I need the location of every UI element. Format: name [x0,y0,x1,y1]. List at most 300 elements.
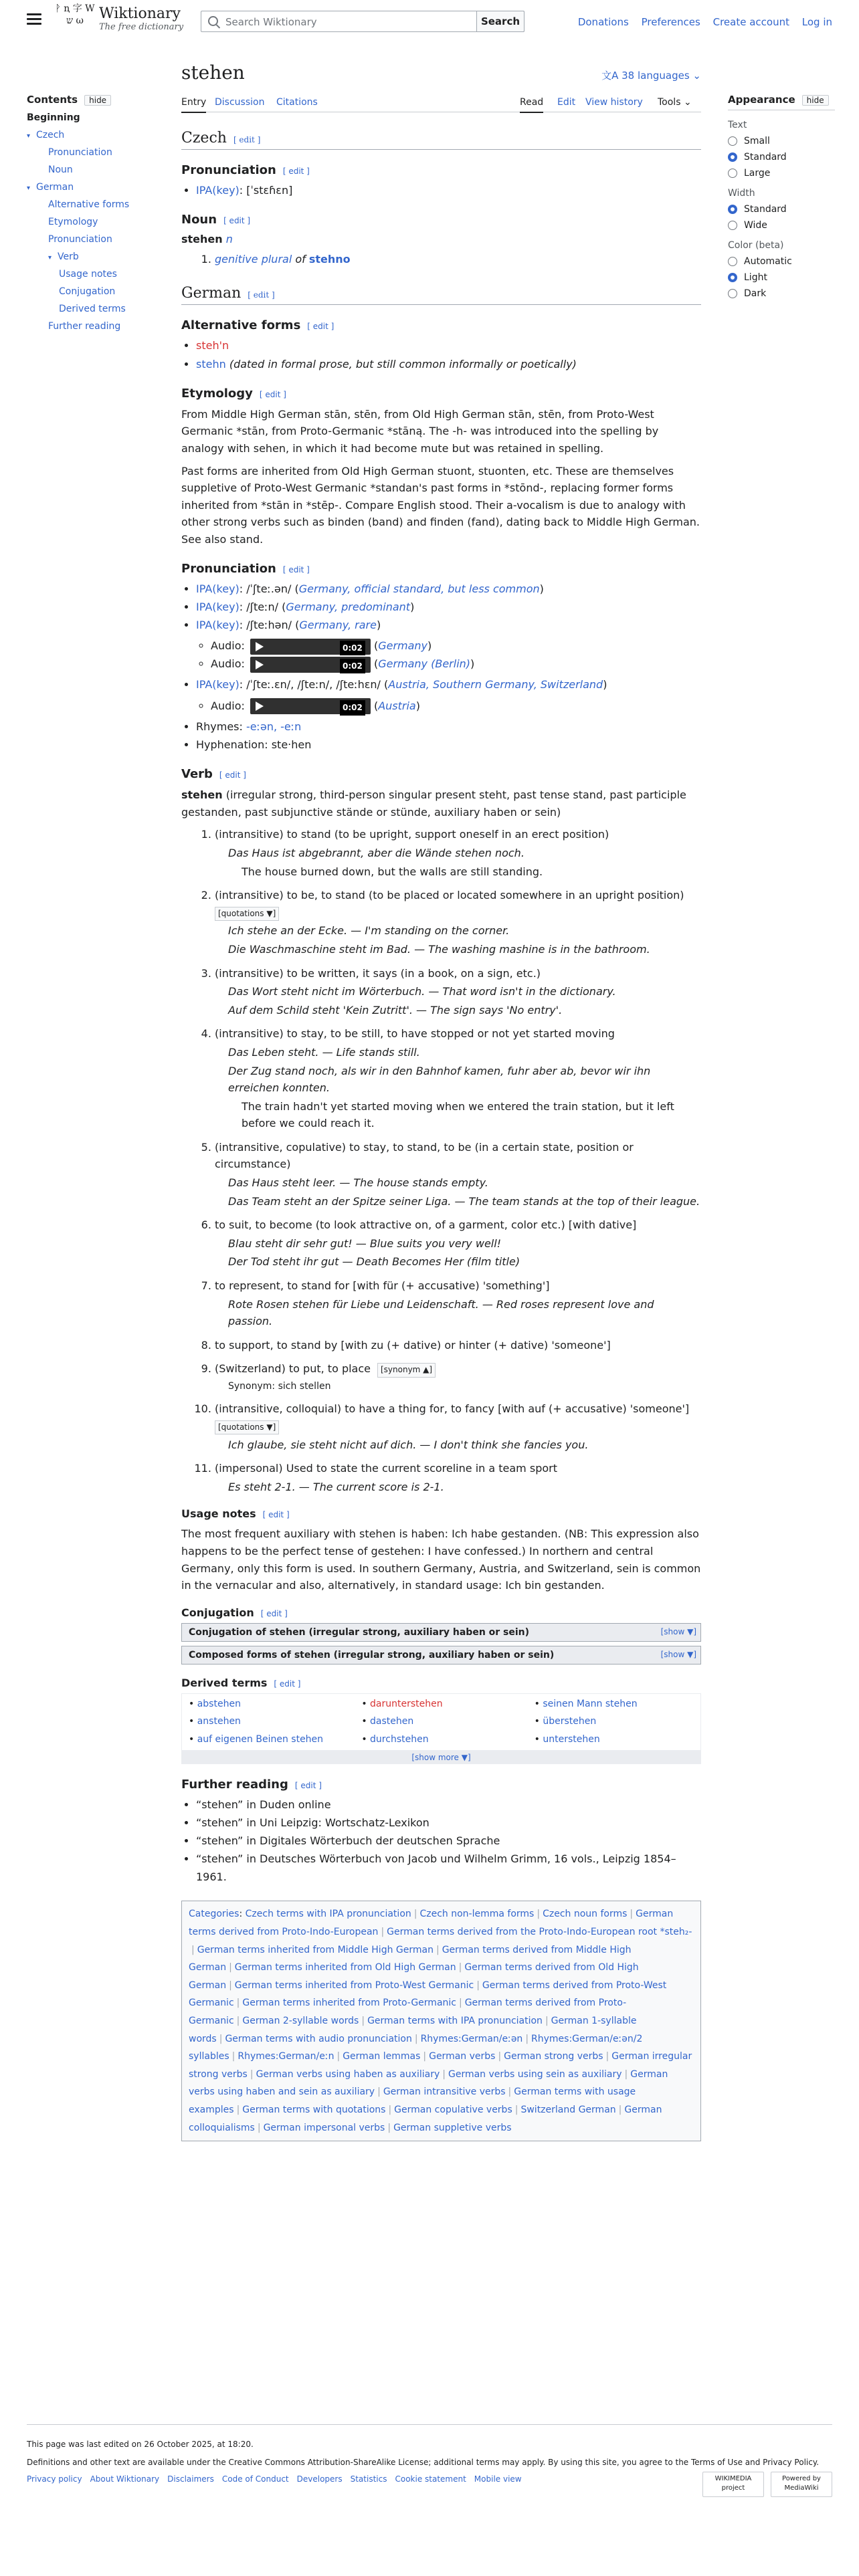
toc-item[interactable] [27,217,167,227]
preferences-link[interactable]: Preferences [641,16,700,28]
audio-player[interactable] [250,657,371,673]
toc-link[interactable]: German [36,182,74,193]
edit-link[interactable]: [ edit ] [307,322,335,332]
derived-term[interactable]: • anstehen [189,1713,348,1731]
width-option-label: Standard [744,204,787,215]
tools-menu[interactable]: Tools ⌄ [658,97,692,108]
genitive-plural-link[interactable]: genitive plural [215,252,292,265]
tab-discussion[interactable]: Discussion [215,97,265,108]
category-link[interactable]: German verbs using haben and sein as auxiliary [189,2068,668,2098]
sense-item [215,1025,701,1132]
category-separator: | [388,2104,392,2115]
mediawiki-badge[interactable]: Powered by MediaWiki [771,2472,832,2497]
category-link[interactable]: Switzerland German [520,2104,616,2115]
czech-definition: 1. genitive plural of stehno [215,251,701,268]
category-link[interactable]: Rhymes:German/eːən [420,2033,523,2044]
toc-list [27,112,167,332]
category-separator: | [618,2104,622,2115]
usage-example: Auf dem Schild steht 'Kein Zutritt'. — The sign says 'No entry'. [228,1003,563,1016]
category-link[interactable]: German terms derived from Middle High German [189,1944,632,1973]
toc-item[interactable] [27,130,167,140]
ipa-key-link[interactable]: IPA(key) [196,184,240,197]
category-link[interactable]: German terms with audio pronunciation [225,2033,412,2044]
toc-link[interactable]: Further reading [48,321,121,332]
category-separator: | [458,1962,462,1973]
edit-link[interactable]: [ edit ] [262,1510,290,1520]
sense-definition: (intransitive) to be, to stand (to be placed or located somewhere in an upright position) [215,889,684,902]
edit-link[interactable]: [ edit ] [248,290,275,300]
toc-item[interactable] [27,112,167,123]
further-reading-list [181,1796,701,1887]
toc-link[interactable]: Pronunciation [48,234,112,245]
category-separator: | [537,1909,541,1920]
wikimedia-badge[interactable]: WIKIMEDIA project [702,2472,764,2497]
synonym-toggle[interactable]: [synonym ▲] [377,1363,436,1377]
width-option[interactable] [728,204,835,215]
edit-link[interactable]: [ edit ] [260,1608,288,1618]
reference-item: • “stehen” in Deutsches Wörterbuch von Jacob und Wilhelm Grimm, 16 vols., Leipzig 1854–1961. [196,1850,701,1886]
toc-link[interactable]: Derived terms [59,304,126,314]
footer-link[interactable]: Code of Conduct [221,2474,289,2484]
alt-form-item [196,336,701,354]
category-separator: | [442,2068,446,2080]
footer-link[interactable]: Cookie statement [395,2474,466,2484]
text-option-label: Small [744,136,770,146]
usage-example: Blau steht dir sehr gut! — Blue suits you very well! [228,1237,502,1250]
ipa-item: • IPA(key): /ˈʃteː.ɛn/, /ʃteːn/, /ʃteːhɛn/ (Austria, Southern Germany, Switzerland) ◦ Audio: 0:02 (Austria) [196,675,701,714]
usage-example: Das Team steht an der Spitze seiner Liga. — The team stands at the top of their league. [228,1194,700,1208]
category-link[interactable]: German terms derived from the Proto-Indo-European root *steh₂- [387,1927,692,1938]
gender-link[interactable]: n [225,233,233,246]
audio-player[interactable] [250,698,371,714]
sense-item [215,1139,701,1210]
appearance-panel [728,94,835,304]
sense-definition: (impersonal) Used to state the current scoreline in a team sport [215,1462,557,1475]
tab-view-history[interactable]: View history [585,97,643,108]
category-link[interactable]: Czech noun forms [543,1909,628,1920]
appearance-title: Appearance [728,94,795,106]
color-option[interactable] [728,272,835,283]
sense-definition: (intransitive, copulative) to stay, to stand, to be (in a certain state, position or circumstance) [215,1140,634,1171]
ipa-key-link[interactable]: IPA(key) [196,618,240,631]
usage-example: Ich glaube, sie steht nicht auf dich. — I don't think she fancies you. [228,1438,589,1451]
category-separator: | [236,1998,240,2009]
etymology-paragraph: From Middle High German stān, stēn, from Old High German stān, stēn, from Proto-West Germanic *stān, from Proto-Germanic *stāną. The -h- was introduced into the spelling by analogy with sehen, in which it had become mute but was retained in spelling. [181,407,659,455]
sense-item [215,965,701,1019]
site-tagline: The free dictionary [99,22,184,32]
usage-notes-heading: Usage notes [ edit ] [181,1507,290,1521]
last-edited: This page was last edited on 26 October 2025, at 18:20. [27,2440,254,2449]
create-account-link[interactable]: Create account [712,16,789,28]
czech-ipa: • IPA(key): [ˈstɛɦɛn] [196,181,701,199]
category-separator: | [257,2122,261,2133]
composed-forms-table[interactable]: Composed forms of stehen (irregular strong, auxiliary haben or sein) [show ▼] [181,1646,701,1665]
main-menu-icon[interactable] [27,13,41,25]
brand[interactable] [99,5,183,32]
hyphenation: • Hyphenation: ste‧hen [196,736,701,754]
stehno-link[interactable]: stehno [308,252,351,265]
chevron-down-icon[interactable]: ▾ [27,132,31,140]
radio-icon[interactable] [728,221,737,230]
edit-link[interactable]: [ edit ] [282,167,310,176]
derived-term[interactable]: • abstehen [189,1695,348,1713]
site-name: Wiktionary [99,5,181,22]
tab-read[interactable]: Read [520,97,543,113]
license-text: Definitions and other text are available under the Creative Commons Attribution-ShareAlike License; additional terms may apply. By using this site, you agree to the Terms of Use and Privacy Policy. [27,2458,820,2468]
category-link[interactable]: German terms with usage examples [189,2086,636,2115]
etymology-heading: Etymology [ edit ] [181,386,286,401]
tab-entry[interactable]: Entry [181,97,206,113]
toc-link[interactable]: Verb [58,251,79,262]
ipa-key-link[interactable]: IPA(key) [196,582,240,595]
toc-item[interactable] [27,199,167,210]
edit-link[interactable]: [ edit ] [219,770,246,780]
ipa-item: • IPA(key): /ˈʃteː.ən/ (Germany, official standard, but less common) [196,580,701,598]
footer-link[interactable]: Statistics [350,2474,387,2484]
search-box [201,11,524,32]
category-link[interactable]: German intransitive verbs [383,2086,506,2098]
category-link[interactable]: German 1-syllable words [189,2016,637,2044]
edit-link[interactable]: [ edit ] [223,216,251,226]
footer-link[interactable]: Mobile view [474,2474,522,2484]
sense-definition: (intransitive) to stay, to be still, to have stopped or not yet started moving [215,1027,615,1041]
derived-term[interactable]: • auf eigenen Beinen stehen [189,1731,348,1749]
radio-icon[interactable] [728,289,737,298]
radio-icon[interactable] [728,169,737,178]
audio-duration: 0:02 [340,659,365,673]
derived-term[interactable]: • durchstehen [361,1731,520,1749]
category-link[interactable]: Rhymes:German/eːn [237,2051,335,2062]
category-separator: | [191,1944,195,1955]
category-separator: | [219,2033,223,2044]
usage-example: Der Zug stand noch, als wir in den Bahnhof kamen, fuhr aber ab, bevor wir ihn erreichen konnten. [228,1064,651,1095]
edit-link[interactable]: [ edit ] [233,135,261,144]
audio-duration: 0:02 [340,641,365,655]
toc-title: Contents [27,94,78,106]
color-option-label: Automatic [744,256,792,267]
toc-item[interactable] [27,321,167,332]
category-link[interactable]: German terms inherited from Proto-West Germanic [234,1979,474,1991]
usage-example: Das Haus steht leer. — The house stands empty. [228,1176,488,1190]
german-heading: German [ edit ] [181,285,701,305]
category-link[interactable]: Rhymes:German/eːən/2 syllables [189,2033,643,2062]
play-icon[interactable] [256,642,264,651]
sense-item [215,1277,701,1330]
sense-item [215,1360,701,1394]
category-link[interactable]: German copulative verbs [394,2104,512,2115]
donations-link[interactable]: Donations [577,16,629,28]
categories-label[interactable]: Categories [189,1909,240,1920]
color-option-label: Dark [744,288,767,299]
text-size-group [728,120,835,179]
category-link[interactable]: German colloquialisms [189,2104,662,2133]
derived-term[interactable]: • überstehen [535,1713,694,1731]
category-link[interactable]: Czech non-lemma forms [419,1909,535,1920]
category-separator: | [236,2104,240,2115]
sense-definition: to represent, to stand for [with für (+ accusative) 'something'] [215,1279,550,1293]
radio-icon[interactable] [728,257,737,266]
derived-terms-box [181,1693,701,1751]
category-link[interactable]: German terms derived from Old High German [189,1962,639,1991]
category-separator: | [337,2051,341,2062]
category-link[interactable]: German suppletive verbs [393,2122,512,2133]
example-translation: The house burned down, but the walls are still standing. [242,865,543,878]
audio-player[interactable] [250,639,371,655]
toc-item[interactable] [27,182,167,193]
text-option[interactable] [728,168,835,179]
alt-form-link[interactable]: steh'n [196,339,229,352]
sense-item [215,887,701,958]
radio-icon[interactable] [728,205,737,214]
text-option-label: Standard [744,152,787,163]
derived-terms-heading: Derived terms [ edit ] [181,1676,301,1689]
text-size-label: Text [728,120,747,130]
page-title: stehen [181,62,245,84]
color-option-label: Light [744,272,767,283]
category-link[interactable]: German strong verbs [504,2051,603,2062]
toc-item[interactable] [27,304,167,314]
toc-link[interactable]: Conjugation [59,286,116,297]
text-option[interactable] [728,136,835,146]
sense-definition: to support, to stand by [with zu (+ dative) or hinter (+ dative) 'someone'] [215,1338,611,1352]
rhymes-link[interactable]: -eːən, -eːn [246,720,302,733]
rhymes: • Rhymes: -eːən, -eːn [196,718,701,736]
usage-example: Das Leben steht. — Life stands still. [228,1045,420,1059]
play-icon[interactable] [256,702,264,711]
etymology-paragraph: Past forms are inherited from Old High German stuont, stuonten, etc. These are themselves suppletive of Proto-West Germanic *standan's past forms in *stōnd-, replacing former forms inherited from *stān in *stēp-. Compare English stood. Their a-vocalism is due to analogy with other strong verbs such as binden (band) and finden (fand), dating back to Middle High German. See also stand. [181,464,700,546]
category-separator: | [229,1979,232,1991]
color-option[interactable] [728,288,835,299]
ipa-item: • IPA(key): /ʃteːhən/ (Germany, rare) ◦ Audio: 0:02 (Germany) ◦ Audio: 0:02 (Germany (Berlin)) [196,616,701,673]
search-button[interactable]: Search [476,11,524,32]
category-separator: | [413,1909,417,1920]
footer-link[interactable]: Disclaimers [167,2474,214,2484]
categories-box: Categories: Czech terms with IPA pronunciation | Czech non-lemma forms | Czech noun forms | German terms derived from Proto-Indo-European | German terms derived from the Proto-Indo-European root *steh₂-| German terms inherited from Middle High German | German terms derived from Middle High German | German terms inherited from Old High German | German terms derived from Old High German | German terms inherited from Proto-West Germanic | German terms derived from Proto-West Germanic | German terms inherited from Proto-Germanic | German terms derived from Proto-Germanic | German 2-syllable words | German terms with IPA pronunciation | German 1-syllable words | German terms with audio pronunciation | Rhymes:German/eːən | Rhymes:German/eːən/2 syllables | Rhymes:German/eːn | German lemmas | German verbs | German strong verbs | German irregular strong verbs | German verbs using haben as auxiliary | German verbs using sein as auxiliary | German verbs using haben and sein as auxiliary | German intransitive verbs | German terms with usage examples | German terms with quotations | German copulative verbs | Switzerland German | German colloquialisms | German impersonal verbs | German suppletive verbs [181,1901,701,2141]
language-selector[interactable]: 文A 38 languages ⌄ [601,70,701,82]
toc-link[interactable]: Beginning [27,112,80,123]
further-reading-heading: Further reading [ edit ] [181,1777,322,1792]
toc-item[interactable] [27,165,167,175]
sense-definition: (Switzerland) to put, to place [215,1362,371,1376]
text-option-label: Large [744,168,771,179]
category-link[interactable]: German verbs using haben as auxiliary [256,2068,440,2080]
ipa-key-link[interactable]: IPA(key) [196,678,240,691]
category-link[interactable]: German terms derived from Proto-West Germanic [189,1979,667,2009]
sense-item [215,1460,701,1495]
show-toggle[interactable]: [show ▼] [660,1626,696,1636]
site-header [0,0,859,45]
ipa-key-link[interactable]: IPA(key) [196,600,240,613]
login-link[interactable]: Log in [801,16,832,28]
verb-heading: Verb [ edit ] [181,767,246,782]
conjugation-table[interactable]: Conjugation of stehen (irregular strong, auxiliary haben or sein) [show ▼] [181,1623,701,1642]
category-separator: | [381,1927,385,1938]
ipa-item: • IPA(key): /ʃteːn/ (Germany, predominant) [196,598,701,616]
sense-item [215,826,701,880]
czech-heading: Czech [ edit ] [181,130,701,150]
czech-noun-heading: Noun [ edit ] [181,213,251,227]
sense-item [215,1400,701,1453]
text-option[interactable] [728,152,835,163]
category-separator: | [387,2122,391,2133]
example-translation: The train hadn't yet started moving when we entered the train station, but it left before we could reach it. [242,1099,674,1130]
category-link[interactable]: German verbs [429,2051,496,2062]
toc-item[interactable] [27,234,167,245]
edit-link[interactable]: [ edit ] [259,389,286,399]
tab-edit[interactable]: Edit [557,97,576,108]
usage-example: Das Wort steht nicht im Wörterbuch. — That word isn't in the dictionary. [228,985,616,998]
width-label: Width [728,188,755,199]
category-separator: | [436,1944,440,1955]
alt-forms-heading: Alternative forms [ edit ] [181,318,335,333]
footer-link[interactable]: About Wiktionary [90,2474,160,2484]
category-link[interactable]: German terms derived from Proto-Germanic [189,1998,627,2027]
alt-form-item: • stehn (dated in formal prose, but still common informally or poetically) [196,355,701,373]
category-link[interactable]: Czech terms with IPA pronunciation [245,1909,411,1920]
usage-example: Die Waschmaschine steht im Bad. — The washing mashine is in the bathroom. [228,942,650,956]
play-icon[interactable] [256,660,264,669]
appearance-hide-button[interactable]: hide [802,95,829,106]
category-separator: | [229,1962,232,1973]
tools-label: Tools [658,97,681,108]
category-link[interactable]: German terms with IPA pronunciation [367,2016,543,2027]
derived-term[interactable]: • darunterstehen [361,1695,520,1713]
category-separator: | [498,2051,502,2062]
footer [27,2424,832,2492]
personal-tools [569,16,832,28]
category-link[interactable]: German lemmas [343,2051,421,2062]
logo-glyphs: ᚹ ꞑ 字 W ש ω [55,3,95,26]
category-link[interactable]: German terms inherited from Proto-Germanic [242,1998,456,2009]
category-link[interactable]: German verbs using sein as auxiliary [448,2068,622,2080]
category-separator: | [514,2104,518,2115]
toc-hide-button[interactable]: hide [84,95,111,106]
usage-example: Rote Rosen stehen für Liebe und Leidenschaft. — Red roses represent love and passion. [228,1297,654,1328]
category-separator: | [508,2086,512,2098]
category-separator: | [476,1979,480,1991]
toc-link[interactable]: Noun [48,165,73,175]
audio-item: ◦ Audio: 0:02 (Germany) [211,637,701,655]
radio-icon[interactable] [728,273,737,282]
page-tabs [181,88,701,112]
width-option-label: Wide [744,220,767,231]
sense-definition: to suit, to become (to look attractive on, of a garment, color etc.) [with dative] [215,1218,637,1232]
category-separator: | [545,2016,549,2027]
search-input[interactable] [224,14,454,30]
footer-link[interactable]: Developers [296,2474,343,2484]
tab-citations[interactable]: Citations [276,97,318,108]
category-link[interactable]: German terms inherited from Middle High German [197,1944,434,1955]
color-label: Color (beta) [728,240,784,251]
category-separator: | [525,2033,529,2044]
audio-duration: 0:02 [340,700,365,715]
category-separator: | [414,2033,418,2044]
category-link[interactable]: German terms with quotations [242,2104,386,2115]
show-toggle[interactable]: [show ▼] [660,1649,696,1659]
edit-link[interactable]: [ edit ] [282,564,310,574]
edit-link[interactable]: [ edit ] [294,1780,322,1790]
toc-link[interactable]: Alternative forms [48,199,130,210]
chevron-down-icon[interactable]: ▾ [48,254,52,261]
wiktionary-logo[interactable] [55,3,95,40]
footer-link[interactable]: Privacy policy [27,2474,82,2484]
toc-header [27,94,167,106]
width-option[interactable] [728,220,835,231]
category-separator: | [624,2068,628,2080]
search-icon [208,16,218,26]
czech-headword: stehen n [181,233,233,246]
category-link[interactable]: German impersonal verbs [263,2122,385,2133]
usage-example: Ich stehe an der Ecke. — I'm standing on the corner. [228,924,510,938]
width-group [728,188,835,231]
category-separator: | [630,1909,634,1920]
category-separator: | [605,2051,609,2062]
alt-form-link[interactable]: stehn [196,357,226,370]
derived-term[interactable]: • dastehen [361,1713,520,1731]
category-separator: | [231,2051,235,2062]
category-link[interactable]: German terms inherited from Old High German [234,1962,456,1973]
czech-pronunciation-heading: Pronunciation [ edit ] [181,163,310,177]
reference-item: • “stehen” in Uni Leipzig: Wortschatz-Lexikon [196,1814,701,1832]
sense-definition: (intransitive) to stand (to be upright, support oneself in an erect position) [215,828,609,841]
category-link[interactable]: German terms derived from Proto-Indo-European [189,1909,674,1938]
category-link[interactable]: German irregular strong verbs [189,2051,692,2080]
category-separator: | [361,2016,365,2027]
category-separator: | [250,2068,254,2080]
usage-example: Es steht 2-1. — The current score is 2-1. [228,1480,444,1493]
synonym-line: Synonym: sich stellen [228,1381,331,1392]
table-of-contents [27,94,167,332]
usage-example: Das Haus ist abgebrannt, aber die Wände stehen noch. [228,846,524,859]
category-separator: | [423,2051,427,2062]
sense-item [215,1216,701,1271]
reference-item: • “stehen” in Duden online [196,1796,701,1814]
conjugation-heading: Conjugation [ edit ] [181,1606,288,1619]
sense-item [215,1337,701,1354]
radio-icon[interactable] [728,152,737,162]
toc-item[interactable] [27,286,167,297]
color-group [728,240,835,299]
category-separator: | [377,2086,381,2098]
color-option[interactable] [728,256,835,267]
verb-headword-line: stehen (irregular strong, third-person singular present steht, past tense stand, past participle gestanden, past subjunctive stände or stünde, auxiliary haben or sein) [181,788,686,819]
category-separator: | [458,1998,462,2009]
quotations-toggle[interactable]: [quotations ▼] [215,907,279,921]
toc-item[interactable] [27,269,167,280]
quotations-toggle[interactable]: [quotations ▼] [215,1420,279,1434]
radio-icon[interactable] [728,136,737,146]
derived-term[interactable]: • seinen Mann stehen [535,1695,694,1713]
edit-link[interactable]: [ edit ] [274,1679,301,1689]
audio-item: ◦ Audio: 0:02 (Germany (Berlin)) [211,655,701,673]
category-separator: | [236,2016,240,2027]
toc-link[interactable]: Usage notes [59,269,117,280]
toc-link[interactable]: Etymology [48,217,98,227]
show-more-button[interactable]: [show more ▼] [181,1751,701,1764]
sense-definition: (intransitive, colloquial) to have a thing for, to fancy [with auf (+ accusative) 'someone'] [215,1402,690,1416]
toc-item[interactable] [27,147,167,158]
derived-term[interactable]: • unterstehen [535,1731,694,1749]
chevron-down-icon[interactable]: ▾ [27,185,31,192]
german-pronunciation-heading: Pronunciation [ edit ] [181,561,310,576]
toc-link[interactable]: Pronunciation [48,147,112,158]
main-content [181,62,701,2141]
toc-link[interactable]: Czech [36,130,65,140]
audio-item: ◦ Audio: 0:02 (Austria) [211,697,701,715]
sense-list [181,826,701,1495]
toc-item[interactable] [27,251,167,262]
category-link[interactable]: German 2-syllable words [242,2016,359,2027]
